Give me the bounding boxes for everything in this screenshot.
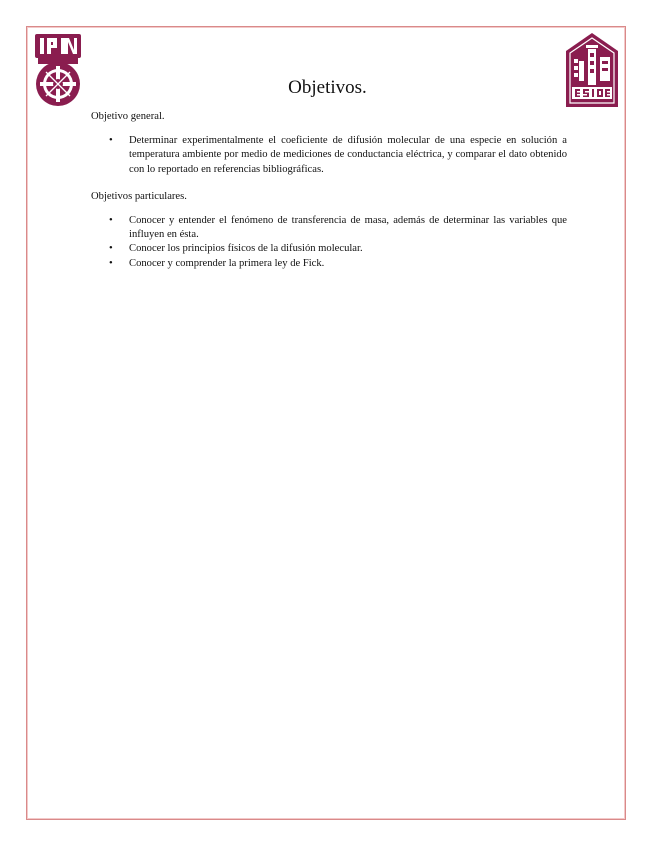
list-item-text: Conocer y comprender la primera ley de Fick.	[129, 257, 325, 269]
particular-objectives-list	[91, 214, 567, 271]
bullet-icon: •	[109, 135, 113, 147]
list-item-text: Conocer los principios físicos de la difusión molecular.	[129, 243, 363, 255]
list-item	[91, 214, 567, 242]
bullet-icon: •	[109, 215, 113, 227]
bullet-icon: •	[109, 257, 113, 269]
list-item	[91, 242, 567, 256]
list-item	[91, 134, 567, 177]
objectives-content	[91, 110, 567, 284]
particular-objectives-heading: Objetivos particulares.	[91, 190, 187, 202]
page-title: Objetivos.	[288, 77, 367, 98]
list-item-text: Determinar experimentalmente el coeficiente de difusión molecular de una especie en solución a temperatura ambiente por medio de mediciones de conductancia eléctrica, y comparar el dato obtenido con lo reportado en referencias bibliográficas.	[129, 135, 567, 175]
list-item-text: Conocer y entender el fenómeno de transferencia de masa, además de determinar las variables que influyen en ésta.	[129, 215, 567, 241]
bullet-icon: •	[109, 243, 113, 255]
general-objective-list	[91, 134, 567, 177]
general-objective-heading: Objetivo general.	[91, 111, 165, 122]
list-item	[91, 257, 567, 271]
